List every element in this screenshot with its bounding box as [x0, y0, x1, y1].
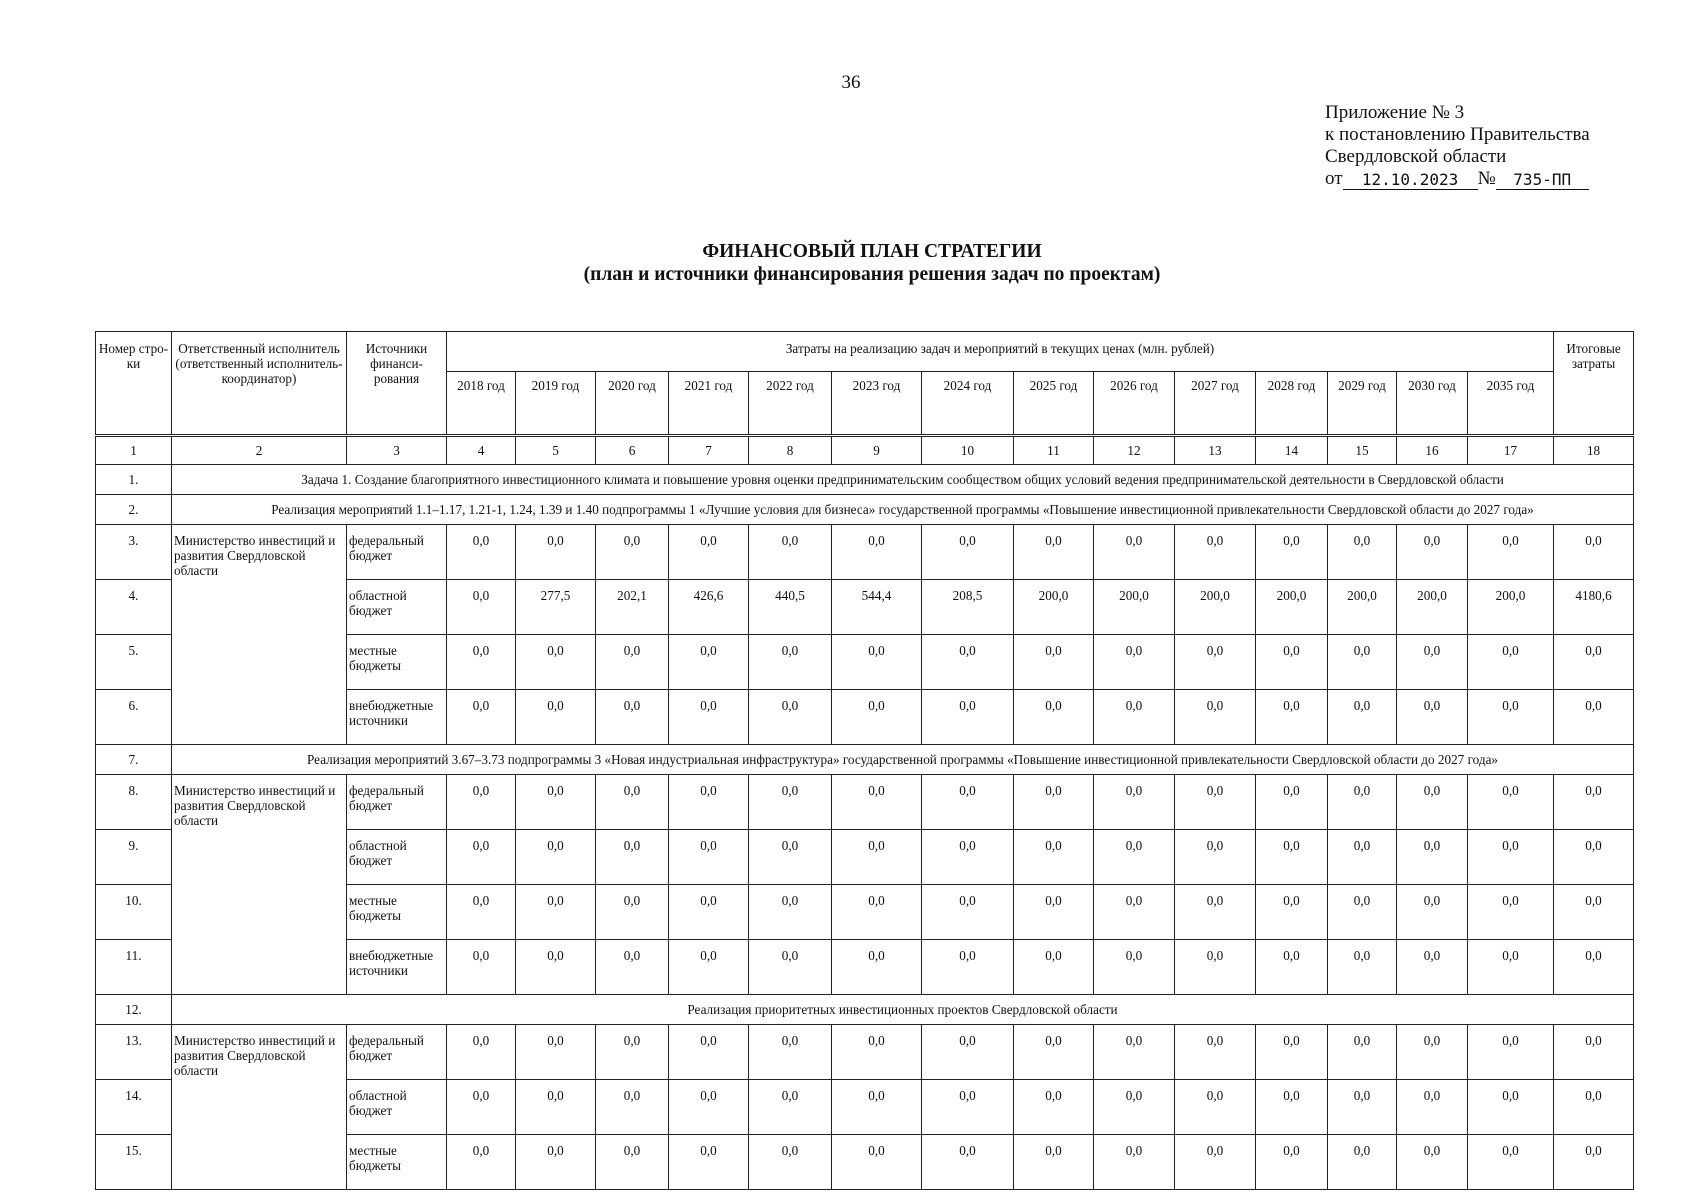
value-cell: 0,0 — [1175, 1135, 1256, 1190]
column-number: 3 — [347, 436, 447, 465]
table-row — [96, 525, 1634, 580]
value-cell: 0,0 — [596, 885, 669, 940]
value-cell: 0,0 — [749, 525, 832, 580]
value-cell: 0,0 — [1397, 830, 1468, 885]
value-cell: 0,0 — [516, 635, 596, 690]
value-cell: 0,0 — [596, 830, 669, 885]
value-cell: 200,0 — [1094, 580, 1175, 635]
value-cell: 0,0 — [922, 1025, 1014, 1080]
value-cell: 0,0 — [1094, 1135, 1175, 1190]
value-cell: 0,0 — [1014, 1080, 1094, 1135]
value-cell: 0,0 — [1094, 775, 1175, 830]
value-cell: 0,0 — [1014, 775, 1094, 830]
value-cell: 200,0 — [1468, 580, 1554, 635]
executor-cell: Министерство инвестиций и развития Свердловской области — [172, 525, 347, 745]
value-cell: 0,0 — [1328, 940, 1397, 995]
appendix-block — [1325, 102, 1625, 190]
value-cell: 0,0 — [596, 1080, 669, 1135]
value-cell: 0,0 — [1397, 525, 1468, 580]
funding-source-cell: федеральный бюджет — [347, 775, 447, 830]
header-row-number: Номер стро-ки — [96, 332, 172, 436]
funding-source-cell: федеральный бюджет — [347, 1025, 447, 1080]
column-number: 12 — [1094, 436, 1175, 465]
total-cell: 0,0 — [1554, 885, 1634, 940]
value-cell: 0,0 — [1094, 1080, 1175, 1135]
total-cell: 0,0 — [1554, 830, 1634, 885]
value-cell: 0,0 — [1014, 1135, 1094, 1190]
header-costs: Затраты на реализацию задач и мероприятий в текущих ценах (млн. рублей) — [447, 332, 1554, 372]
header-year: 2030 год — [1397, 372, 1468, 436]
value-cell: 0,0 — [1397, 1135, 1468, 1190]
row-number: 4. — [96, 580, 172, 635]
value-cell: 0,0 — [1094, 525, 1175, 580]
header-year: 2027 год — [1175, 372, 1256, 436]
value-cell: 0,0 — [749, 635, 832, 690]
value-cell: 0,0 — [749, 830, 832, 885]
column-number: 10 — [922, 436, 1014, 465]
value-cell: 0,0 — [447, 940, 516, 995]
value-cell: 0,0 — [447, 580, 516, 635]
funding-source-cell: внебюджетные источники — [347, 690, 447, 745]
row-number: 14. — [96, 1080, 172, 1135]
value-cell: 0,0 — [1328, 635, 1397, 690]
value-cell: 0,0 — [596, 1135, 669, 1190]
value-cell: 0,0 — [922, 1135, 1014, 1190]
value-cell: 0,0 — [669, 690, 749, 745]
value-cell: 0,0 — [669, 775, 749, 830]
value-cell: 0,0 — [1468, 690, 1554, 745]
value-cell: 0,0 — [1175, 775, 1256, 830]
value-cell: 0,0 — [1397, 1025, 1468, 1080]
funding-source-cell: областной бюджет — [347, 580, 447, 635]
value-cell: 0,0 — [749, 1135, 832, 1190]
total-cell: 0,0 — [1554, 1135, 1634, 1190]
value-cell: 0,0 — [1328, 525, 1397, 580]
value-cell: 0,0 — [832, 635, 922, 690]
value-cell: 0,0 — [1328, 885, 1397, 940]
column-number: 18 — [1554, 436, 1634, 465]
financial-plan-table — [95, 331, 1634, 1190]
funding-source-cell: внебюджетные источники — [347, 940, 447, 995]
total-cell: 4180,6 — [1554, 580, 1634, 635]
column-number: 5 — [516, 436, 596, 465]
value-cell: 200,0 — [1256, 580, 1328, 635]
row-number: 8. — [96, 775, 172, 830]
header-year: 2021 год — [669, 372, 749, 436]
value-cell: 0,0 — [516, 525, 596, 580]
value-cell: 0,0 — [832, 525, 922, 580]
value-cell: 0,0 — [922, 1080, 1014, 1135]
row-number: 6. — [96, 690, 172, 745]
value-cell: 0,0 — [669, 1080, 749, 1135]
column-number: 8 — [749, 436, 832, 465]
funding-source-cell: федеральный бюджет — [347, 525, 447, 580]
header-year: 2022 год — [749, 372, 832, 436]
row-number: 3. — [96, 525, 172, 580]
value-cell: 0,0 — [1175, 635, 1256, 690]
total-cell: 0,0 — [1554, 1080, 1634, 1135]
appendix-line-3: Свердловской области — [1325, 146, 1507, 167]
value-cell: 0,0 — [1014, 525, 1094, 580]
funding-source-cell: местные бюджеты — [347, 1135, 447, 1190]
value-cell: 0,0 — [1094, 940, 1175, 995]
column-number: 13 — [1175, 436, 1256, 465]
value-cell: 0,0 — [832, 1025, 922, 1080]
value-cell: 0,0 — [516, 940, 596, 995]
value-cell: 0,0 — [447, 690, 516, 745]
header-year: 2024 год — [922, 372, 1014, 436]
value-cell: 0,0 — [1175, 1080, 1256, 1135]
value-cell: 0,0 — [447, 1080, 516, 1135]
value-cell: 0,0 — [516, 690, 596, 745]
resolution-signature-line — [1325, 168, 1625, 190]
title-main: ФИНАНСОВЫЙ ПЛАН СТРАТЕГИИ — [702, 241, 1042, 262]
value-cell: 0,0 — [1468, 775, 1554, 830]
row-number: 7. — [96, 745, 172, 775]
value-cell: 0,0 — [1256, 1025, 1328, 1080]
value-cell: 544,4 — [832, 580, 922, 635]
value-cell: 0,0 — [596, 1025, 669, 1080]
value-cell: 0,0 — [1256, 635, 1328, 690]
header-year: 2025 год — [1014, 372, 1094, 436]
value-cell: 0,0 — [596, 525, 669, 580]
value-cell: 208,5 — [922, 580, 1014, 635]
funding-source-cell: местные бюджеты — [347, 885, 447, 940]
value-cell: 0,0 — [1256, 1135, 1328, 1190]
row-number: 11. — [96, 940, 172, 995]
total-cell: 0,0 — [1554, 1025, 1634, 1080]
value-cell: 0,0 — [1468, 830, 1554, 885]
value-cell: 0,0 — [922, 830, 1014, 885]
value-cell: 0,0 — [1175, 830, 1256, 885]
value-cell: 0,0 — [516, 830, 596, 885]
column-number: 15 — [1328, 436, 1397, 465]
section-row — [96, 995, 1634, 1025]
value-cell: 0,0 — [922, 635, 1014, 690]
column-numbers-row — [96, 436, 1634, 465]
value-cell: 0,0 — [1256, 775, 1328, 830]
value-cell: 0,0 — [1468, 940, 1554, 995]
value-cell: 0,0 — [1256, 525, 1328, 580]
value-cell: 440,5 — [749, 580, 832, 635]
value-cell: 0,0 — [749, 775, 832, 830]
value-cell: 0,0 — [1468, 885, 1554, 940]
table-row — [96, 775, 1634, 830]
value-cell: 0,0 — [669, 885, 749, 940]
column-number: 17 — [1468, 436, 1554, 465]
executor-cell: Министерство инвестиций и развития Свердловской области — [172, 775, 347, 995]
value-cell: 0,0 — [447, 1025, 516, 1080]
value-cell: 0,0 — [1094, 830, 1175, 885]
row-number: 10. — [96, 885, 172, 940]
value-cell: 0,0 — [749, 690, 832, 745]
value-cell: 0,0 — [1328, 1135, 1397, 1190]
value-cell: 0,0 — [516, 1025, 596, 1080]
value-cell: 0,0 — [1014, 1025, 1094, 1080]
value-cell: 0,0 — [1397, 690, 1468, 745]
value-cell: 0,0 — [447, 775, 516, 830]
section-title: Реализация мероприятий 1.1–1.17, 1.21-1, 1.24, 1.39 и 1.40 подпрограммы 1 «Лучшие условия для бизнеса» государственной программы «Повышение инвестиционной привлекательности Свердловской области до 2027 года» — [172, 495, 1634, 525]
total-cell: 0,0 — [1554, 775, 1634, 830]
value-cell: 0,0 — [1468, 635, 1554, 690]
value-cell: 0,0 — [1175, 885, 1256, 940]
number-prefix: № — [1477, 168, 1496, 189]
value-cell: 0,0 — [447, 1135, 516, 1190]
date-prefix: от — [1325, 168, 1343, 189]
value-cell: 0,0 — [447, 830, 516, 885]
value-cell: 0,0 — [447, 885, 516, 940]
value-cell: 0,0 — [1328, 1080, 1397, 1135]
value-cell: 200,0 — [1328, 580, 1397, 635]
value-cell: 0,0 — [669, 1025, 749, 1080]
section-title: Реализация приоритетных инвестиционных проектов Свердловской области — [172, 995, 1634, 1025]
title-sub: (план и источники финансирования решения задач по проектам) — [583, 264, 1161, 285]
value-cell: 0,0 — [1094, 690, 1175, 745]
value-cell: 0,0 — [1468, 1080, 1554, 1135]
value-cell: 0,0 — [447, 635, 516, 690]
value-cell: 0,0 — [749, 885, 832, 940]
table-row — [96, 1025, 1634, 1080]
value-cell: 0,0 — [1468, 1135, 1554, 1190]
value-cell: 0,0 — [1175, 940, 1256, 995]
value-cell: 0,0 — [832, 830, 922, 885]
value-cell: 0,0 — [1256, 830, 1328, 885]
header-year: 2018 год — [447, 372, 516, 436]
value-cell: 0,0 — [516, 1135, 596, 1190]
value-cell: 202,1 — [596, 580, 669, 635]
value-cell: 0,0 — [922, 940, 1014, 995]
section-row — [96, 495, 1634, 525]
value-cell: 0,0 — [1328, 830, 1397, 885]
row-number: 5. — [96, 635, 172, 690]
total-cell: 0,0 — [1554, 940, 1634, 995]
value-cell: 0,0 — [1256, 885, 1328, 940]
value-cell: 0,0 — [1014, 635, 1094, 690]
column-number: 6 — [596, 436, 669, 465]
column-number: 14 — [1256, 436, 1328, 465]
value-cell: 0,0 — [669, 830, 749, 885]
value-cell: 0,0 — [1094, 885, 1175, 940]
page-number: 36 — [841, 72, 861, 93]
value-cell: 0,0 — [669, 940, 749, 995]
document-title — [0, 240, 1702, 286]
total-cell: 0,0 — [1554, 635, 1634, 690]
column-number: 4 — [447, 436, 516, 465]
row-number: 2. — [96, 495, 172, 525]
value-cell: 0,0 — [1397, 885, 1468, 940]
value-cell: 200,0 — [1397, 580, 1468, 635]
value-cell: 0,0 — [1014, 830, 1094, 885]
value-cell: 0,0 — [516, 1080, 596, 1135]
header-year: 2023 год — [832, 372, 922, 436]
header-total: Итоговые затраты — [1554, 332, 1634, 436]
header-year: 2035 год — [1468, 372, 1554, 436]
value-cell: 0,0 — [1397, 940, 1468, 995]
value-cell: 0,0 — [832, 885, 922, 940]
value-cell: 0,0 — [447, 525, 516, 580]
value-cell: 0,0 — [1256, 690, 1328, 745]
value-cell: 0,0 — [749, 940, 832, 995]
value-cell: 0,0 — [1175, 525, 1256, 580]
row-number: 15. — [96, 1135, 172, 1190]
value-cell: 0,0 — [596, 775, 669, 830]
row-number: 13. — [96, 1025, 172, 1080]
value-cell: 426,6 — [669, 580, 749, 635]
resolution-date: 12.10.2023 — [1343, 171, 1478, 190]
header-year: 2026 год — [1094, 372, 1175, 436]
value-cell: 0,0 — [1094, 1025, 1175, 1080]
value-cell: 0,0 — [1014, 690, 1094, 745]
value-cell: 0,0 — [1014, 885, 1094, 940]
value-cell: 0,0 — [1094, 635, 1175, 690]
value-cell: 0,0 — [832, 1080, 922, 1135]
column-number: 2 — [172, 436, 347, 465]
value-cell: 0,0 — [1397, 1080, 1468, 1135]
appendix-line-2: к постановлению Правительства — [1325, 124, 1590, 145]
resolution-number: 735-ПП — [1496, 171, 1589, 190]
header-row-top — [96, 332, 1634, 372]
section-row — [96, 465, 1634, 495]
value-cell: 0,0 — [669, 525, 749, 580]
row-number: 1. — [96, 465, 172, 495]
value-cell: 0,0 — [832, 775, 922, 830]
header-year: 2020 год — [596, 372, 669, 436]
appendix-line-1: Приложение № 3 — [1325, 102, 1465, 123]
row-number: 9. — [96, 830, 172, 885]
value-cell: 0,0 — [922, 525, 1014, 580]
value-cell: 0,0 — [596, 940, 669, 995]
value-cell: 0,0 — [1328, 690, 1397, 745]
value-cell: 0,0 — [1397, 775, 1468, 830]
column-number: 7 — [669, 436, 749, 465]
column-number: 9 — [832, 436, 922, 465]
value-cell: 0,0 — [1328, 775, 1397, 830]
value-cell: 0,0 — [832, 1135, 922, 1190]
value-cell: 0,0 — [922, 690, 1014, 745]
value-cell: 0,0 — [749, 1025, 832, 1080]
value-cell: 277,5 — [516, 580, 596, 635]
value-cell: 0,0 — [1175, 1025, 1256, 1080]
executor-cell: Министерство инвестиций и развития Свердловской области — [172, 1025, 347, 1190]
value-cell: 0,0 — [1014, 940, 1094, 995]
funding-source-cell: областной бюджет — [347, 830, 447, 885]
value-cell: 0,0 — [1256, 1080, 1328, 1135]
column-number: 16 — [1397, 436, 1468, 465]
header-executor: Ответственный исполнитель (ответственный исполнитель-координатор) — [172, 332, 347, 436]
value-cell: 0,0 — [832, 940, 922, 995]
header-year: 2029 год — [1328, 372, 1397, 436]
header-sources: Источники финанси-рования — [347, 332, 447, 436]
section-row — [96, 745, 1634, 775]
funding-source-cell: местные бюджеты — [347, 635, 447, 690]
value-cell: 0,0 — [669, 635, 749, 690]
value-cell: 0,0 — [749, 1080, 832, 1135]
row-number: 12. — [96, 995, 172, 1025]
value-cell: 0,0 — [669, 1135, 749, 1190]
header-year: 2019 год — [516, 372, 596, 436]
value-cell: 0,0 — [1256, 940, 1328, 995]
column-number: 1 — [96, 436, 172, 465]
value-cell: 0,0 — [1468, 1025, 1554, 1080]
section-title: Задача 1. Создание благоприятного инвестиционного климата и повышение уровня оценки предпринимательским сообществом общих условий ведения предпринимательской деятельности в Свердловской области — [172, 465, 1634, 495]
funding-source-cell: областной бюджет — [347, 1080, 447, 1135]
value-cell: 0,0 — [1328, 1025, 1397, 1080]
value-cell: 200,0 — [1175, 580, 1256, 635]
value-cell: 0,0 — [596, 690, 669, 745]
value-cell: 200,0 — [1014, 580, 1094, 635]
value-cell: 0,0 — [832, 690, 922, 745]
value-cell: 0,0 — [596, 635, 669, 690]
value-cell: 0,0 — [516, 775, 596, 830]
total-cell: 0,0 — [1554, 690, 1634, 745]
total-cell: 0,0 — [1554, 525, 1634, 580]
value-cell: 0,0 — [922, 885, 1014, 940]
header-year: 2028 год — [1256, 372, 1328, 436]
section-title: Реализация мероприятий 3.67–3.73 подпрограммы 3 «Новая индустриальная инфраструктура» государственной программы «Повышение инвестиционной привлекательности Свердловской области до 2027 года» — [172, 745, 1634, 775]
value-cell: 0,0 — [1468, 525, 1554, 580]
value-cell: 0,0 — [1397, 635, 1468, 690]
value-cell: 0,0 — [1175, 690, 1256, 745]
value-cell: 0,0 — [516, 885, 596, 940]
value-cell: 0,0 — [922, 775, 1014, 830]
column-number: 11 — [1014, 436, 1094, 465]
